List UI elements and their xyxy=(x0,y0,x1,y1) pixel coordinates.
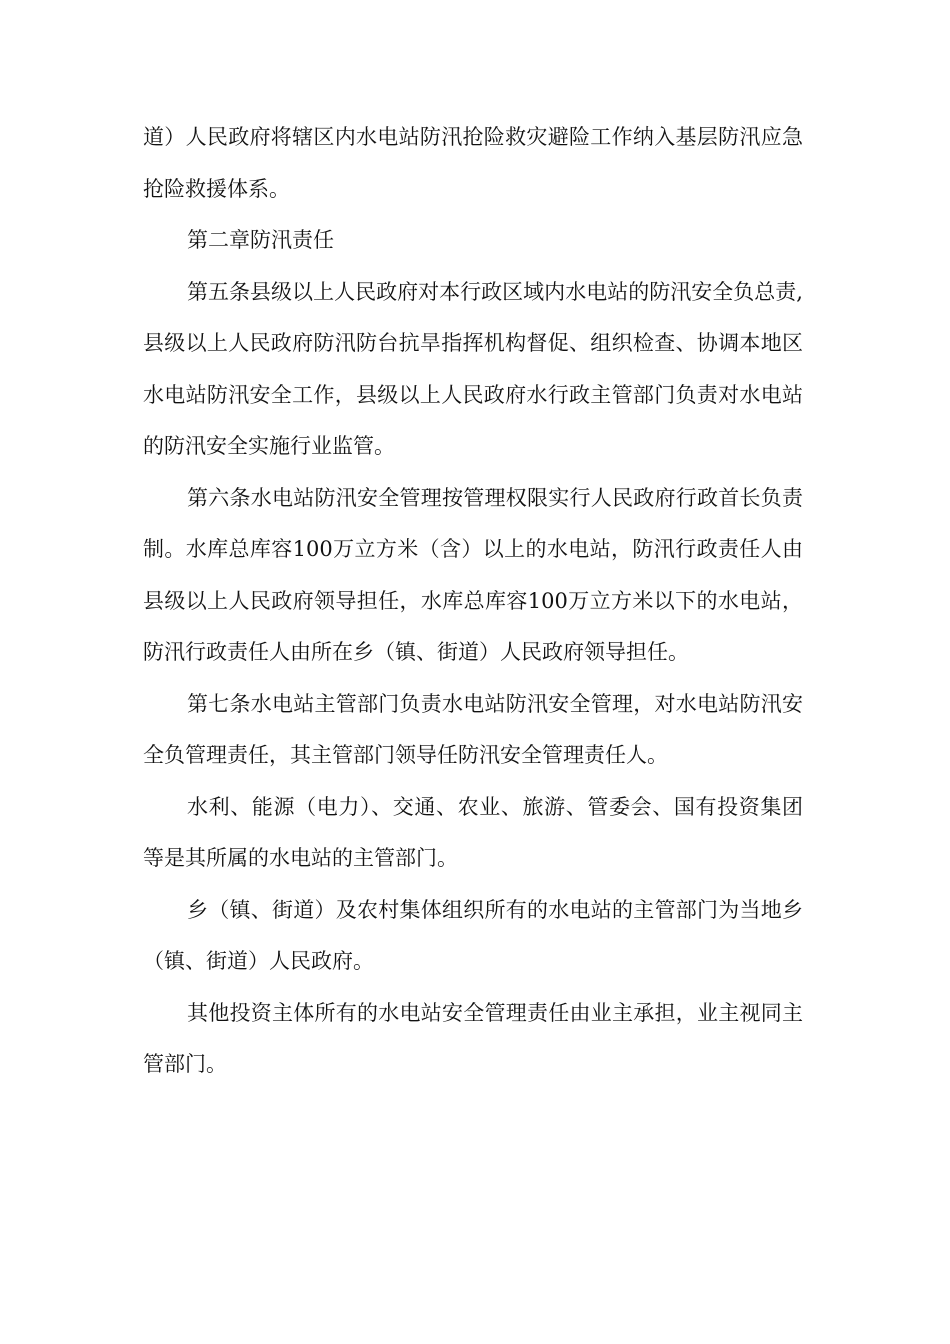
article-7-supplement-1: 水利、能源（电力）、交通、农业、旅游、管委会、国有投资集团等是其所属的水电站的主管部门。 xyxy=(143,794,803,870)
document-body xyxy=(143,112,803,1091)
article-5-paragraph: 第五条县级以上人民政府对本行政区域内水电站的防汛安全负总责,县级以上人民政府防汛防台抗旱指挥机构督促、组织检查、协调本地区水电站防汛安全工作，县级以上人民政府水行政主管部门负责对水电站的防汛安全实施行业监管。 xyxy=(143,279,803,458)
article-6-paragraph: 第六条水电站防汛安全管理按管理权限实行人民政府行政首长负责制。水库总库容100万立方米（含）以上的水电站，防汛行政责任人由县级以上人民政府领导担任，水库总库容100万立方米以下的水电站，防汛行政责任人由所在乡（镇、街道）人民政府领导担任。 xyxy=(143,485,803,664)
article-7-supplement-2: 乡（镇、街道）及农村集体组织所有的水电站的主管部门为当地乡（镇、街道）人民政府。 xyxy=(143,897,803,973)
article-7-paragraph: 第七条水电站主管部门负责水电站防汛安全管理，对水电站防汛安全负管理责任，其主管部门领导任防汛安全管理责任人。 xyxy=(143,691,803,767)
chapter-heading: 第二章防汛责任 xyxy=(187,228,334,252)
paragraph-continuation: 道）人民政府将辖区内水电站防汛抢险救灾避险工作纳入基层防汛应急抢险救援体系。 xyxy=(143,125,803,201)
article-7-supplement-3: 其他投资主体所有的水电站安全管理责任由业主承担，业主视同主管部门。 xyxy=(143,1000,803,1076)
